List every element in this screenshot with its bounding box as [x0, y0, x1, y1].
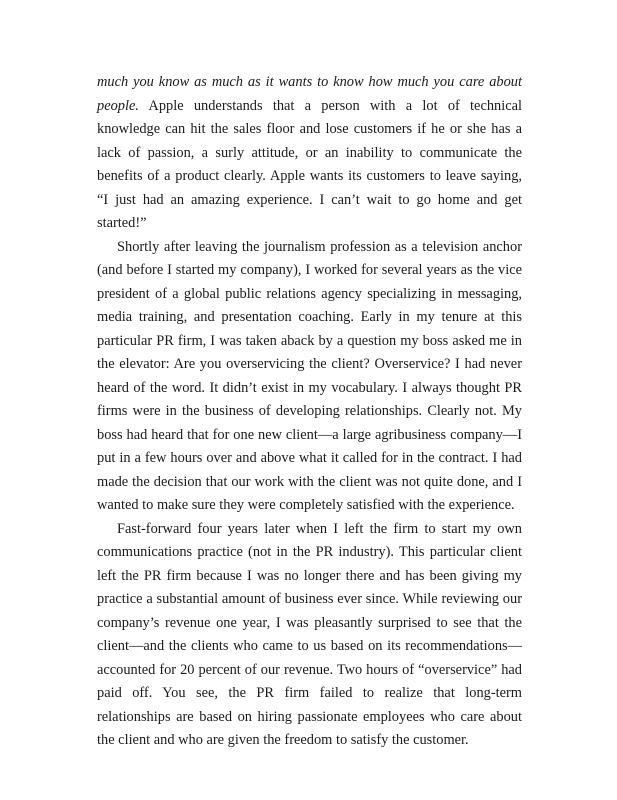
italic-lead-text: much you know as much as it wants to know how much you care about people.	[97, 74, 522, 114]
paragraph-2: Shortly after leaving the journalism profession as a television anchor (and before I started my company), I worked for several years as the vice president of a global public relations agency specializing in messaging, media training, and presentation coaching. Early in my tenure at this particular PR firm, I was taken aback by a question my boss asked me in the elevator: Are you overservicing the client? Overservice? I had never heard of the word. It didn’t exist in my vocabulary. I always thought PR firms were in the business of developing relationships. Clearly not. My boss had heard that for one new client—a large agribusiness company—I put in a few hours over and above what it called for in the contract. I had made the decision that our work with the client was not quite done, and I wanted to make sure they were completely satisfied with the experience.	[97, 238, 522, 513]
paragraph-3: Fast-forward four years later when I left the firm to start my own communications practice (not in the PR industry). This particular client left the PR firm because I was no longer there and has been giving my practice a substantial amount of business ever since. While reviewing our company’s revenue one year, I was pleasantly surprised to see that the client—and the clients who came to us based on its recommendations—accounted for 20 percent of our revenue. Two hours of “overservice” had paid off. You see, the PR firm failed to realize that long-term relationships are based on hiring passionate employees who care about the client and who are given the freedom to satisfy the customer.	[97, 520, 522, 748]
page-body	[97, 71, 522, 753]
paragraph-1	[97, 71, 522, 236]
paragraph-1-text: Apple understands that a person with a lot of technical knowledge can hit the sales floor and lose customers if he or she has a lack of passion, a surly attitude, or an inability to communicate the benefits of a product clearly. Apple wants its customers to leave saying, “I just had an amazing experience. I can’t wait to go home and get started!”	[97, 97, 522, 231]
